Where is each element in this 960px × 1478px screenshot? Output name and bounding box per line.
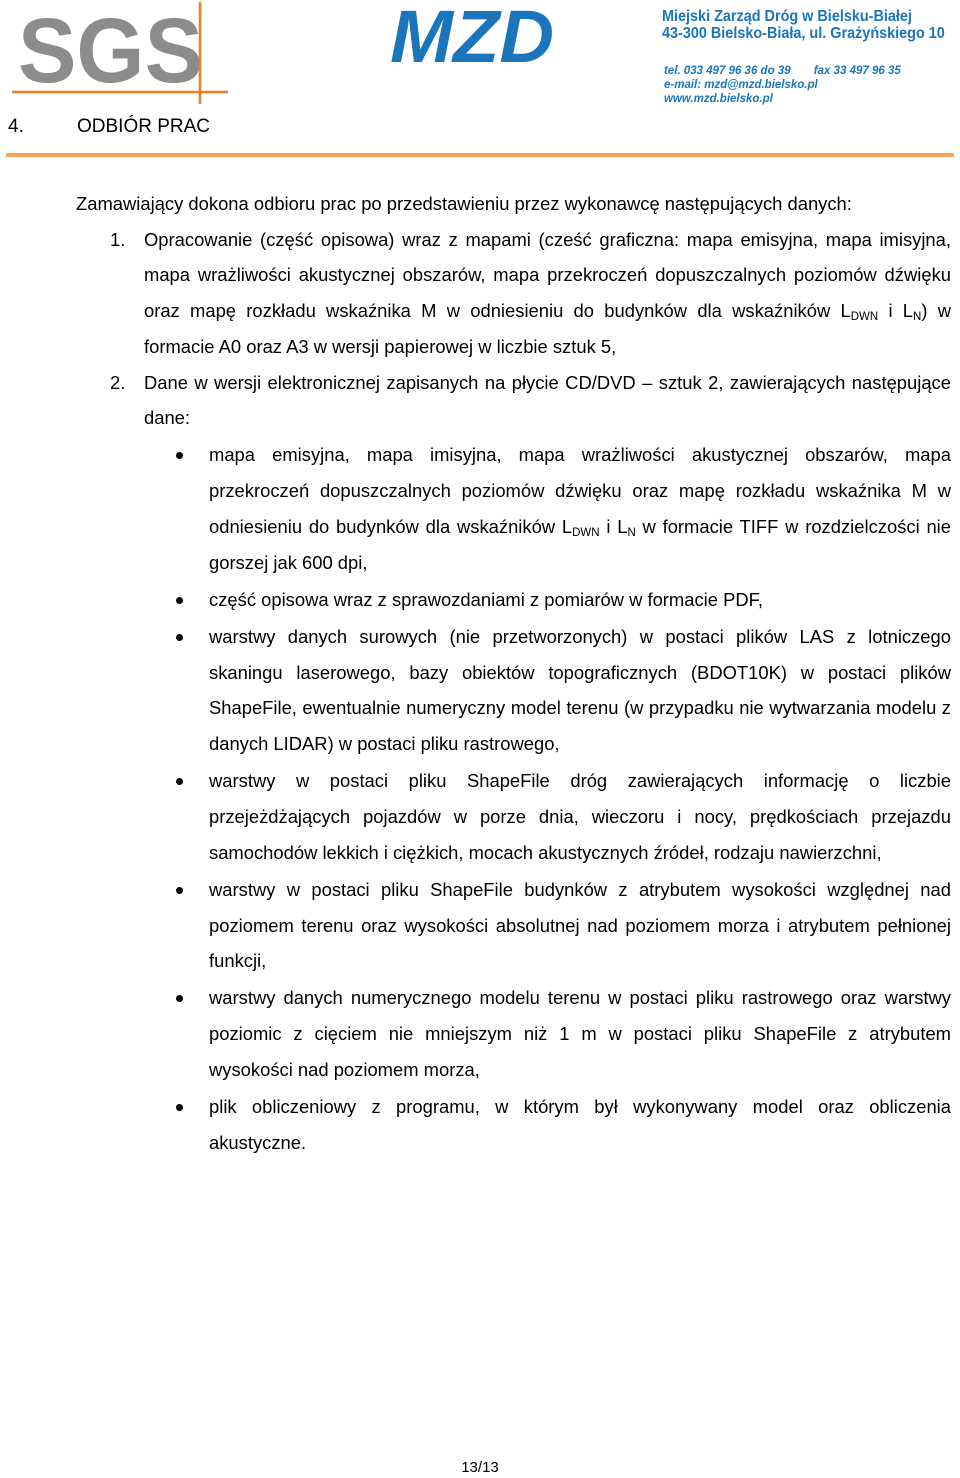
text-fragment: Dane w wersji elektronicznej zapisanych na płycie CD/DVD – sztuk 2, zawierających następujące dane: xyxy=(144,371,951,429)
intro-paragraph: Zamawiający dokona odbioru prac po przedstawieniu przez wykonawcę następujących danych: xyxy=(76,193,852,214)
bullet-item xyxy=(209,437,951,580)
org-phone: tel. 033 497 96 36 do 39 xyxy=(664,65,791,77)
bullet-icon xyxy=(176,995,183,1002)
bullet-icon xyxy=(176,887,183,894)
section-number: 4. xyxy=(8,116,24,137)
bullet-item xyxy=(209,619,951,762)
bullet-item xyxy=(209,980,951,1087)
bullet-item xyxy=(209,763,951,870)
subscript: DWN xyxy=(572,526,600,539)
subscript: DWN xyxy=(850,311,879,324)
list-item-text xyxy=(144,222,951,365)
section-title: ODBIÓR PRAC xyxy=(77,116,211,137)
text-fragment: ) w formacie A0 oraz A3 w wersji papierowej w liczbie sztuk 5, xyxy=(144,300,951,357)
bullet-icon xyxy=(176,452,183,459)
list-item-number: 1. xyxy=(110,228,126,250)
list-item-number: 2. xyxy=(110,371,126,393)
subscript: N xyxy=(913,311,922,324)
section-heading xyxy=(8,114,952,140)
org-contact-block xyxy=(664,64,954,106)
numbered-list xyxy=(0,222,960,1162)
bullet-list xyxy=(144,437,951,1160)
org-name: Miejski Zarząd Dróg w Bielsku-Białej xyxy=(662,8,912,25)
bullet-icon xyxy=(176,634,183,641)
bullet-icon xyxy=(176,597,183,604)
org-address: 43-300 Bielsko-Biała, ul. Grażyńskiego 10 xyxy=(662,25,945,42)
sgs-logo-text: SGS xyxy=(18,0,203,102)
list-item xyxy=(0,222,960,365)
mzd-logo-text: MZD xyxy=(390,4,554,66)
subscript: N xyxy=(627,526,636,539)
bullet-icon xyxy=(176,1104,183,1111)
text-fragment: warstwy w postaci pliku ShapeFile budynków z atrybutem wysokości względnej nad poziomem terenu oraz wysokości absolutnej nad poziomem morza i atrybutem pełnionej funkcji, xyxy=(209,878,951,972)
text-fragment: Opracowanie (część opisowa) wraz z mapami (cześć graficzna: mapa emisyjna, mapa imisyjna, mapa wrażliwości akustycznej obszarów, mapa przekroczeń dopuszczalnych poziomów dźwięku oraz mapę rozkładu wskaźnika M w odniesieniu do budynków dla wskaźników L xyxy=(144,228,951,322)
text-fragment: warstwy w postaci pliku ShapeFile dróg zawierających informację o liczbie przejeżdżających pojazdów w porze dnia, wieczoru i nocy, prędkościach przejazdu samochodów lekkich i ciężkich, mocach akustycznych źródeł, rodzaju nawierzchni, xyxy=(209,770,951,863)
text-fragment: mapa emisyjna, mapa imisyjna, mapa wrażliwości akustycznej obszarów, mapa przekroczeń dopuszczalnych poziomów dźwięku oraz mapę rozkładu wskaźnika M w odniesieniu do budynków dla wskaźników L xyxy=(209,444,951,537)
letterhead xyxy=(0,0,960,110)
sgs-logo xyxy=(10,0,230,104)
heading-divider xyxy=(6,153,954,157)
list-item xyxy=(0,365,960,1161)
text-fragment: i L xyxy=(599,515,628,537)
bullet-item xyxy=(209,1089,951,1160)
bullet-item xyxy=(209,872,951,979)
page-number xyxy=(0,1458,960,1478)
org-name-block xyxy=(662,8,945,42)
page-number-text: 13/13 xyxy=(461,1459,499,1476)
org-fax: fax 33 497 96 35 xyxy=(813,65,901,77)
mzd-logo xyxy=(388,4,558,66)
bullet-item xyxy=(209,582,951,618)
text-fragment: warstwy danych surowych (nie przetworzonych) w postaci plików LAS z lotniczego skaningu laserowego, bazy obiektów topograficznych (BDOT10K) w postaci plików ShapeFile, ewentualnie numeryczny model terenu (w przypadku nie wytwarzania modelu z danych LIDAR) w postaci pliku rastrowego, xyxy=(209,625,951,755)
text-fragment: część opisowa wraz z sprawozdaniami z pomiarów w formacie PDF, xyxy=(209,588,763,610)
text-fragment: i L xyxy=(878,300,914,322)
org-website: www.mzd.bielsko.pl xyxy=(664,93,773,105)
bullet-icon xyxy=(176,778,183,785)
text-fragment: warstwy danych numerycznego modelu terenu w postaci pliku rastrowego oraz warstwy poziomic z cięciem nie mniejszym niż 1 m w postaci pliku ShapeFile z atrybutem wysokości nad poziomem morza, xyxy=(209,987,951,1080)
text-fragment: plik obliczeniowy z programu, w którym był wykonywany model oraz obliczenia akustyczne. xyxy=(209,1096,951,1153)
org-email: e-mail: mzd@mzd.bielsko.pl xyxy=(664,79,818,91)
list-item-text xyxy=(144,365,951,1161)
text-fragment: w formacie TIFF w rozdzielczości nie gorszej jak 600 dpi, xyxy=(209,515,951,573)
